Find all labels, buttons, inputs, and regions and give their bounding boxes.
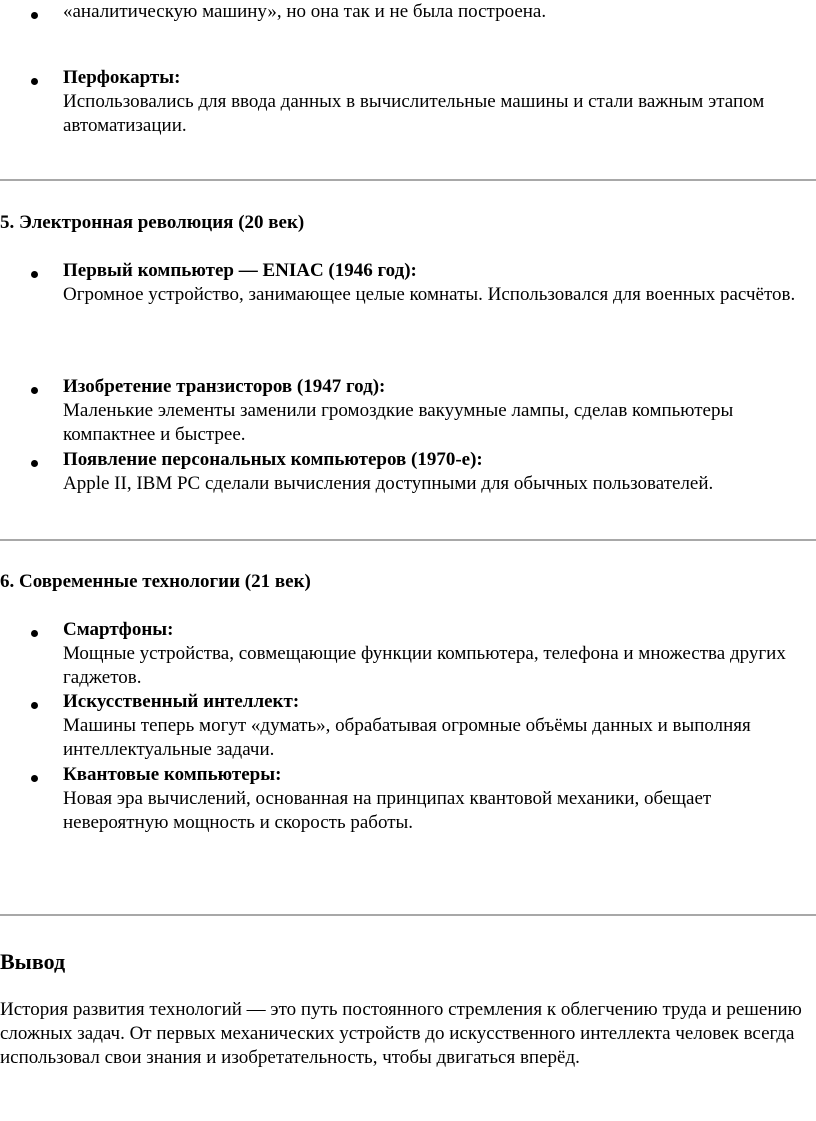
item-description: Мощные устройства, совмещающие функции компьютера, телефона и множества других гаджетов.: [63, 643, 786, 688]
section-divider: [0, 914, 816, 916]
list-item-personal-computers: [63, 448, 806, 496]
list-item-quantum: [63, 763, 806, 835]
section-heading-6: 6. Современные технологии (21 век): [0, 571, 311, 592]
list-item-fragment: [63, 0, 806, 24]
list-item-ai: [63, 690, 806, 762]
bullet-icon: [31, 271, 38, 278]
conclusion-text: История развития технологий — это путь постоянного стремления к облегчению труда и решению сложных задач. От первых механических устройств до искусственного интеллекта человек всегда использовал свои знания и изобретательность, чтобы двигаться вперёд.: [0, 999, 802, 1068]
item-title: Искусственный интеллект:: [63, 691, 300, 712]
item-title: Перфокарты:: [63, 67, 181, 88]
list-item-transistors: [63, 375, 806, 447]
item-description: Огромное устройство, занимающее целые комнаты. Использовался для военных расчётов.: [63, 284, 796, 305]
bullet-icon: [31, 387, 38, 394]
list-item-eniac: [63, 259, 806, 307]
item-description: Apple II, IBM PC сделали вычисления доступными для обычных пользователей.: [63, 473, 714, 494]
item-title: Смартфоны:: [63, 619, 174, 640]
item-description: Новая эра вычислений, основанная на принципах квантовой механики, обещает невероятную мощность и скорость работы.: [63, 788, 712, 833]
section-heading-5: 5. Электронная революция (20 век): [0, 212, 305, 233]
section-divider: [0, 539, 816, 541]
list-item-smartphones: [63, 618, 806, 690]
bullet-icon: [31, 775, 38, 782]
conclusion-heading: Вывод: [0, 949, 66, 974]
bullet-icon: [31, 630, 38, 637]
item-title: Изобретение транзисторов (1947 год):: [63, 376, 386, 397]
item-description: «аналитическую машину», но она так и не была построена.: [63, 1, 547, 22]
item-description: Маленькие элементы заменили громоздкие вакуумные лампы, сделав компьютеры компактнее и быстрее.: [63, 400, 734, 445]
bullet-icon: [31, 12, 38, 19]
bullet-icon: [31, 78, 38, 85]
bullet-icon: [31, 702, 38, 709]
item-description: Машины теперь могут «думать», обрабатывая огромные объёмы данных и выполняя интеллектуальные задачи.: [63, 715, 751, 760]
item-title: Появление персональных компьютеров (1970-е):: [63, 449, 483, 470]
list-item-punch-cards: [63, 66, 806, 138]
item-title: Квантовые компьютеры:: [63, 764, 282, 785]
bullet-icon: [31, 460, 38, 467]
item-description: Использовались для ввода данных в вычислительные машины и стали важным этапом автоматизации.: [63, 91, 765, 136]
item-title: Первый компьютер — ENIAC (1946 год):: [63, 260, 417, 281]
section-divider: [0, 179, 816, 181]
